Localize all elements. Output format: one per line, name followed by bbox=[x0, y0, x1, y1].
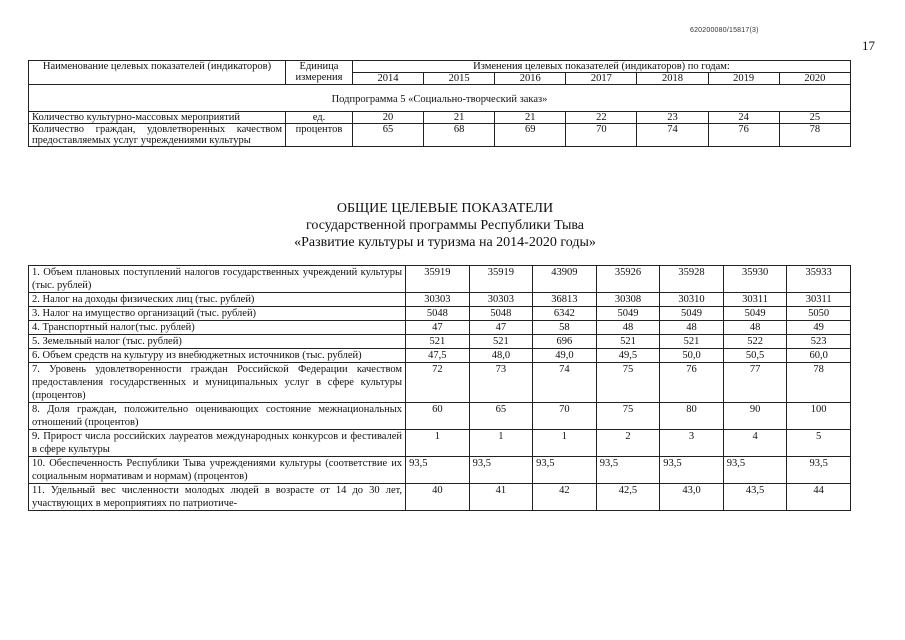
value-cell: 21 bbox=[495, 112, 566, 124]
table-row bbox=[29, 430, 851, 457]
value-cell: 35930 bbox=[723, 266, 787, 293]
value-cell: 80 bbox=[660, 403, 724, 430]
value-cell: 2 bbox=[596, 430, 660, 457]
value-cell: 93,5 bbox=[469, 457, 533, 484]
value-cell: 93,5 bbox=[723, 457, 787, 484]
value-cell: 521 bbox=[469, 335, 533, 349]
value-cell: 30308 bbox=[596, 293, 660, 307]
year-header: 2018 bbox=[637, 73, 708, 85]
value-cell: 35933 bbox=[787, 266, 851, 293]
value-cell: 60,0 bbox=[787, 349, 851, 363]
heading-subtitle: государственной программы Республики Тыва bbox=[306, 218, 584, 233]
value-cell: 48 bbox=[660, 321, 724, 335]
indicator-label: 6. Объем средств на культуру из внебюджетных источников (тыс. рублей) bbox=[29, 349, 406, 363]
unit-cell: процентов bbox=[286, 124, 353, 147]
value-cell: 50,0 bbox=[660, 349, 724, 363]
indicator-label: 11. Удельный вес численности молодых людей в возрасте от 14 до 30 лет, участвующих в мероприятиях по патриотиче- bbox=[29, 484, 406, 511]
value-cell: 522 bbox=[723, 335, 787, 349]
value-cell: 76 bbox=[660, 363, 724, 403]
year-header: 2019 bbox=[708, 73, 779, 85]
table-row bbox=[29, 307, 851, 321]
value-cell: 75 bbox=[596, 363, 660, 403]
value-cell: 42 bbox=[533, 484, 597, 511]
table-row bbox=[29, 349, 851, 363]
value-cell: 30303 bbox=[406, 293, 470, 307]
value-cell: 93,5 bbox=[660, 457, 724, 484]
value-cell: 521 bbox=[406, 335, 470, 349]
value-cell: 43,0 bbox=[660, 484, 724, 511]
value-cell: 30311 bbox=[787, 293, 851, 307]
value-cell: 1 bbox=[469, 430, 533, 457]
value-cell: 35926 bbox=[596, 266, 660, 293]
value-cell: 35928 bbox=[660, 266, 724, 293]
value-cell: 1 bbox=[533, 430, 597, 457]
value-cell: 93,5 bbox=[406, 457, 470, 484]
table-row bbox=[29, 484, 851, 511]
value-cell: 50,5 bbox=[723, 349, 787, 363]
indicator-label: 9. Прирост числа российских лауреатов международных конкурсов и фестивалей в сфере культуры bbox=[29, 430, 406, 457]
value-cell: 523 bbox=[787, 335, 851, 349]
heading-title: ОБЩИЕ ЦЕЛЕВЫЕ ПОКАЗАТЕЛИ bbox=[336, 201, 554, 216]
table-row bbox=[29, 293, 851, 307]
year-header: 2020 bbox=[779, 73, 850, 85]
value-cell: 43,5 bbox=[723, 484, 787, 511]
value-cell: 24 bbox=[708, 112, 779, 124]
table-row bbox=[29, 457, 851, 484]
year-header: 2017 bbox=[566, 73, 637, 85]
value-cell: 5049 bbox=[596, 307, 660, 321]
subprogram-indicators-table bbox=[28, 60, 851, 147]
value-cell: 30303 bbox=[469, 293, 533, 307]
value-cell: 36813 bbox=[533, 293, 597, 307]
value-cell: 35919 bbox=[469, 266, 533, 293]
indicator-label: 3. Налог на имущество организаций (тыс. рублей) bbox=[29, 307, 406, 321]
value-cell: 22 bbox=[566, 112, 637, 124]
value-cell: 74 bbox=[533, 363, 597, 403]
value-cell: 68 bbox=[424, 124, 495, 147]
value-cell: 44 bbox=[787, 484, 851, 511]
value-cell: 48 bbox=[723, 321, 787, 335]
value-cell: 5049 bbox=[660, 307, 724, 321]
value-cell: 42,5 bbox=[596, 484, 660, 511]
table-row bbox=[29, 403, 851, 430]
indicator-label: 8. Доля граждан, положительно оценивающих состояние межнациональных отношений (процентов) bbox=[29, 403, 406, 430]
section-heading bbox=[240, 200, 650, 251]
indicator-label: 4. Транспортный налог(тыс. рублей) bbox=[29, 321, 406, 335]
changes-by-year-header: Изменения целевых показателей (индикаторов) по годам: bbox=[353, 61, 851, 73]
value-cell: 23 bbox=[637, 112, 708, 124]
indicator-label: 1. Объем плановых поступлений налогов государственных учреждений культуры (тыс. рублей) bbox=[29, 266, 406, 293]
value-cell: 3 bbox=[660, 430, 724, 457]
value-cell: 93,5 bbox=[533, 457, 597, 484]
table-row bbox=[29, 124, 851, 147]
value-cell: 521 bbox=[596, 335, 660, 349]
value-cell: 73 bbox=[469, 363, 533, 403]
value-cell: 5048 bbox=[469, 307, 533, 321]
indicator-name-header: Наименование целевых показателей (индикаторов) bbox=[29, 61, 286, 85]
value-cell: 49 bbox=[787, 321, 851, 335]
table-header-row bbox=[29, 61, 851, 73]
value-cell: 21 bbox=[424, 112, 495, 124]
value-cell: 93,5 bbox=[787, 457, 851, 484]
value-cell: 30311 bbox=[723, 293, 787, 307]
value-cell: 1 bbox=[406, 430, 470, 457]
value-cell: 65 bbox=[469, 403, 533, 430]
value-cell: 74 bbox=[637, 124, 708, 147]
value-cell: 65 bbox=[353, 124, 424, 147]
table-row bbox=[29, 321, 851, 335]
year-header: 2014 bbox=[353, 73, 424, 85]
value-cell: 93,5 bbox=[596, 457, 660, 484]
unit-cell: ед. bbox=[286, 112, 353, 124]
value-cell: 60 bbox=[406, 403, 470, 430]
value-cell: 49,0 bbox=[533, 349, 597, 363]
value-cell: 696 bbox=[533, 335, 597, 349]
value-cell: 35919 bbox=[406, 266, 470, 293]
indicator-label: 5. Земельный налог (тыс. рублей) bbox=[29, 335, 406, 349]
value-cell: 5048 bbox=[406, 307, 470, 321]
value-cell: 72 bbox=[406, 363, 470, 403]
value-cell: 48,0 bbox=[469, 349, 533, 363]
indicator-name: Количество культурно-массовых мероприятий bbox=[29, 112, 286, 124]
value-cell: 78 bbox=[787, 363, 851, 403]
subprogram-title: Подпрограмма 5 «Социально-творческий заказ» bbox=[29, 85, 851, 112]
value-cell: 47 bbox=[406, 321, 470, 335]
table-row bbox=[29, 266, 851, 293]
value-cell: 5 bbox=[787, 430, 851, 457]
value-cell: 30310 bbox=[660, 293, 724, 307]
general-indicators-table bbox=[28, 265, 851, 511]
value-cell: 20 bbox=[353, 112, 424, 124]
value-cell: 6342 bbox=[533, 307, 597, 321]
value-cell: 521 bbox=[660, 335, 724, 349]
indicator-label: 10. Обеспеченность Республики Тыва учреждениями культуры (соответствие их социальным нормативам и нормам) (процентов) bbox=[29, 457, 406, 484]
year-header: 2016 bbox=[495, 73, 566, 85]
unit-header: Единица измерения bbox=[286, 61, 353, 85]
value-cell: 5050 bbox=[787, 307, 851, 321]
value-cell: 48 bbox=[596, 321, 660, 335]
value-cell: 75 bbox=[596, 403, 660, 430]
value-cell: 70 bbox=[566, 124, 637, 147]
indicator-name: Количество граждан, удовлетворенных качеством предоставляемых услуг учреждениями культуры bbox=[29, 124, 286, 147]
value-cell: 78 bbox=[779, 124, 850, 147]
value-cell: 58 bbox=[533, 321, 597, 335]
value-cell: 25 bbox=[779, 112, 850, 124]
value-cell: 4 bbox=[723, 430, 787, 457]
value-cell: 49,5 bbox=[596, 349, 660, 363]
value-cell: 43909 bbox=[533, 266, 597, 293]
page-number: 17 bbox=[862, 38, 875, 53]
value-cell: 5049 bbox=[723, 307, 787, 321]
value-cell: 41 bbox=[469, 484, 533, 511]
value-cell: 47 bbox=[469, 321, 533, 335]
value-cell: 100 bbox=[787, 403, 851, 430]
table-row bbox=[29, 363, 851, 403]
value-cell: 47,5 bbox=[406, 349, 470, 363]
indicator-label: 2. Налог на доходы физических лиц (тыс. рублей) bbox=[29, 293, 406, 307]
heading-program-name: «Развитие культуры и туризма на 2014-2020 годы» bbox=[294, 235, 596, 250]
value-cell: 90 bbox=[723, 403, 787, 430]
value-cell: 40 bbox=[406, 484, 470, 511]
subprogram-row bbox=[29, 85, 851, 112]
year-header: 2015 bbox=[424, 73, 495, 85]
indicator-label: 7. Уровень удовлетворенности граждан Российской Федерации качеством предоставления государственных и муниципальных услуг в сфере культуры (процентов) bbox=[29, 363, 406, 403]
value-cell: 70 bbox=[533, 403, 597, 430]
value-cell: 69 bbox=[495, 124, 566, 147]
document-id: 620200080/15817(3) bbox=[690, 27, 759, 34]
table-row bbox=[29, 335, 851, 349]
value-cell: 77 bbox=[723, 363, 787, 403]
value-cell: 76 bbox=[708, 124, 779, 147]
table-row bbox=[29, 112, 851, 124]
